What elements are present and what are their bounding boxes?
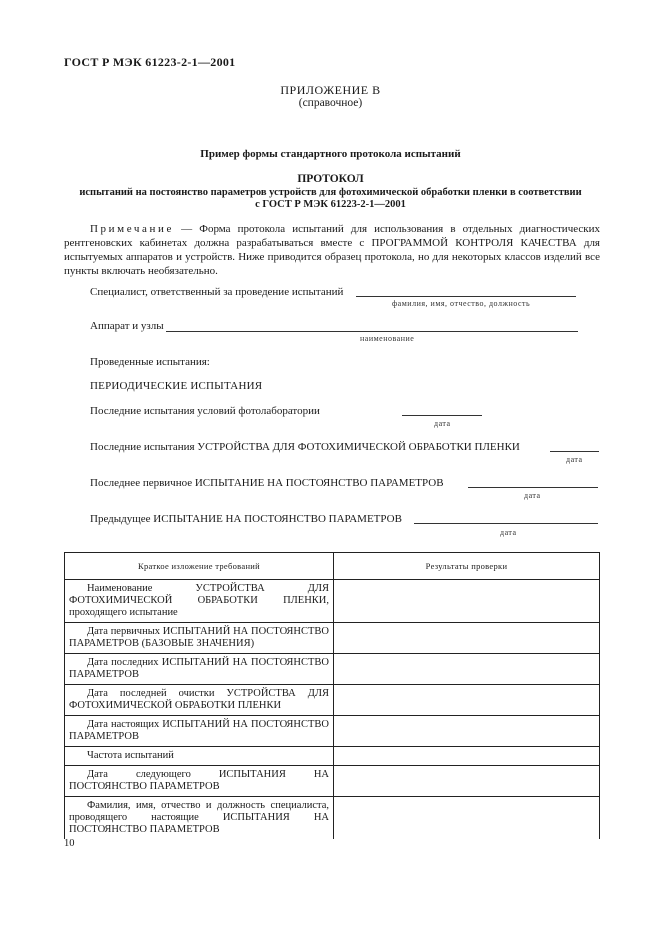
last-darkroom-test-line[interactable] xyxy=(402,415,482,416)
previous-test-label: Предыдущее ИСПЫТАНИЕ НА ПОСТОЯНСТВО ПАРАМЕТРОВ xyxy=(90,513,402,525)
table-header-results: Результаты проверки xyxy=(334,553,600,580)
result-cell[interactable] xyxy=(334,623,600,654)
table-header-row xyxy=(65,553,600,580)
result-cell[interactable] xyxy=(334,580,600,623)
last-device-test-line[interactable] xyxy=(550,451,599,452)
requirement-cell: Наименование УСТРОЙСТВА ДЛЯ ФОТОХИМИЧЕСКОЙ ОБРАБОТКИ ПЛЕНКИ, проходящего испытание xyxy=(65,580,334,623)
table-row xyxy=(65,716,600,747)
periodic-tests-heading: ПЕРИОДИЧЕСКИЕ ИСПЫТАНИЯ xyxy=(90,380,263,392)
result-cell[interactable] xyxy=(334,685,600,716)
last-device-test-label: Последние испытания УСТРОЙСТВА ДЛЯ ФОТОХИМИЧЕСКОЙ ОБРАБОТКИ ПЛЕНКИ xyxy=(90,441,520,453)
table-header-requirements: Краткое изложение требований xyxy=(65,553,334,580)
previous-test-line[interactable] xyxy=(414,523,598,524)
apparatus-line[interactable] xyxy=(166,331,578,332)
table-row xyxy=(65,654,600,685)
conducted-tests-label: Проведенные испытания: xyxy=(90,356,210,368)
requirement-cell: Дата настоящих ИСПЫТАНИЙ НА ПОСТОЯНСТВО ПАРАМЕТРОВ xyxy=(65,716,334,747)
requirements-table xyxy=(64,552,600,839)
specialist-line[interactable] xyxy=(356,296,576,297)
last-device-test-hint: дата xyxy=(566,455,583,464)
table-row xyxy=(65,623,600,654)
note-label: Примечание xyxy=(90,223,174,235)
table-row xyxy=(65,685,600,716)
apparatus-label: Аппарат и узлы xyxy=(90,320,164,332)
last-primary-test-label: Последнее первичное ИСПЫТАНИЕ НА ПОСТОЯНСТВО ПАРАМЕТРОВ xyxy=(90,477,444,489)
form-title: Пример формы стандартного протокола испытаний xyxy=(200,148,461,160)
protocol-title: ПРОТОКОЛ xyxy=(297,173,364,185)
requirement-cell: Дата последней очистки УСТРОЙСТВА ДЛЯ ФОТОХИМИЧЕСКОЙ ОБРАБОТКИ ПЛЕНКИ xyxy=(65,685,334,716)
note-dash: — xyxy=(173,223,200,235)
note-paragraph xyxy=(64,222,600,278)
appendix-title: ПРИЛОЖЕНИЕ В xyxy=(280,83,381,97)
specialist-hint: фамилия, имя, отчество, должность xyxy=(392,299,531,308)
requirement-cell: Дата первичных ИСПЫТАНИЙ НА ПОСТОЯНСТВО ПАРАМЕТРОВ (БАЗОВЫЕ ЗНАЧЕНИЯ) xyxy=(65,623,334,654)
last-primary-test-line[interactable] xyxy=(468,487,598,488)
last-darkroom-test-label: Последние испытания условий фотолаборатории xyxy=(90,405,320,417)
result-cell[interactable] xyxy=(334,797,600,840)
table-row xyxy=(65,797,600,840)
previous-test-hint: дата xyxy=(500,528,517,537)
table-row xyxy=(65,766,600,797)
protocol-subtitle-line1: испытаний на постоянство параметров устройств для фотохимической обработки пленки в соответствии xyxy=(79,187,582,198)
page-number: 10 xyxy=(64,838,75,849)
appendix-subtitle: (справочное) xyxy=(298,97,363,109)
requirement-cell: Дата следующего ИСПЫТАНИЯ НА ПОСТОЯНСТВО ПАРАМЕТРОВ xyxy=(65,766,334,797)
result-cell[interactable] xyxy=(334,747,600,766)
note-text: Форма протокола испытаний для использования в отдельных диагностических рентгеновских кабинетах должна разрабатываться вместе с ПРОГРАММОЙ КОНТРОЛЯ КАЧЕСТВА для испытуемых аппаратов и устройств. Ниже приводится образец протокола, но для некоторых классов изделий все пункты включать необязательно. xyxy=(64,223,600,277)
last-primary-test-hint: дата xyxy=(524,491,541,500)
requirement-cell: Фамилия, имя, отчество и должность специалиста, проводящего настоящие ИСПЫТАНИЯ НА ПОСТОЯНСТВО ПАРАМЕТРОВ xyxy=(65,797,334,840)
table-row xyxy=(65,580,600,623)
specialist-label: Специалист, ответственный за проведение испытаний xyxy=(90,286,344,298)
table-row xyxy=(65,747,600,766)
protocol-subtitle-line2: с ГОСТ Р МЭК 61223-2-1—2001 xyxy=(255,199,406,210)
requirement-cell: Дата последних ИСПЫТАНИЙ НА ПОСТОЯНСТВО ПАРАМЕТРОВ xyxy=(65,654,334,685)
result-cell[interactable] xyxy=(334,766,600,797)
requirement-cell: Частота испытаний xyxy=(65,747,334,766)
result-cell[interactable] xyxy=(334,716,600,747)
apparatus-hint: наименование xyxy=(360,334,415,343)
last-darkroom-test-hint: дата xyxy=(434,419,451,428)
result-cell[interactable] xyxy=(334,654,600,685)
document-code: ГОСТ Р МЭК 61223-2-1—2001 xyxy=(64,55,236,69)
